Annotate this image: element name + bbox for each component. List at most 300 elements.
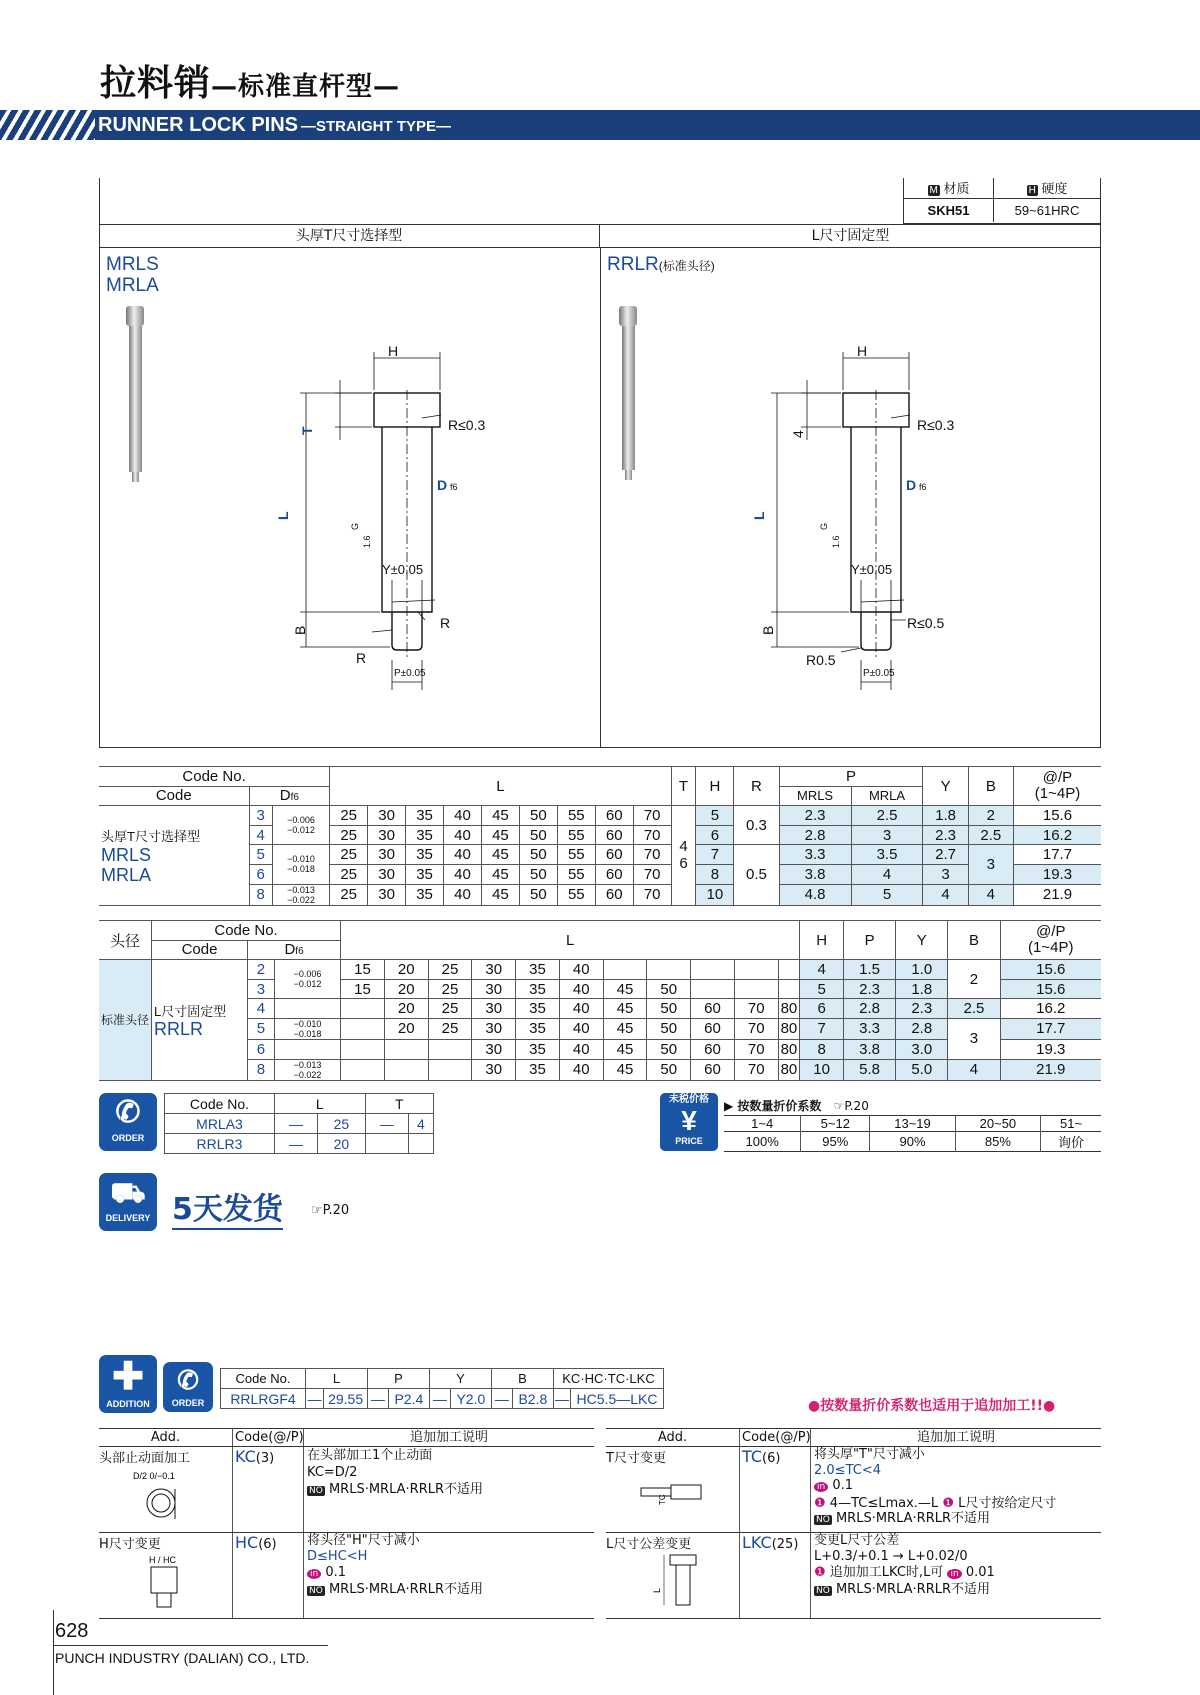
- material-box: [903, 178, 1101, 224]
- add-desc-line: KC=D/2: [307, 1465, 358, 1480]
- t1-y: 3: [923, 864, 968, 884]
- dim-y-right: Y±0.05: [851, 562, 893, 577]
- t2-price: 19.3: [1000, 1039, 1101, 1059]
- t1-l: 60: [595, 825, 633, 845]
- t1-type-mrls: MRLS: [101, 844, 152, 865]
- add-row-hc: [99, 1533, 594, 1619]
- price-title-text: ▶ 按数量折价系数: [724, 1099, 822, 1113]
- hc-figure: [129, 1553, 209, 1615]
- title-en: RUNNER LOCK PINS: [98, 114, 299, 136]
- t1-l: 55: [557, 825, 595, 845]
- t2-h: 10: [800, 1059, 844, 1080]
- t2-l: 40: [559, 979, 603, 999]
- add-col-code: Code No.: [221, 1369, 306, 1389]
- t1-l: 30: [368, 825, 406, 845]
- t1-l: 35: [406, 806, 444, 826]
- t2-price-label: @/P: [1036, 923, 1066, 941]
- add-warning: [814, 1565, 1101, 1582]
- t1-h: 6: [696, 825, 734, 845]
- t1-b: 2: [968, 806, 1013, 826]
- t2-b: 2: [948, 960, 1000, 999]
- add-name: H尺寸变更: [99, 1537, 161, 1552]
- add-inc-text: 0.1: [325, 1565, 347, 1580]
- t2-l: [384, 1039, 428, 1059]
- t1-l: 50: [519, 806, 557, 826]
- t2-y: 2.3: [896, 999, 948, 1019]
- t1-tol: −0.006 −0.012: [272, 806, 329, 845]
- warning-icon: ❶: [942, 1495, 954, 1511]
- order-icon-label: ORDER: [111, 1133, 145, 1143]
- t2-l: 50: [647, 979, 691, 999]
- t1-pa: 4: [851, 864, 923, 884]
- dim-h-left: H: [388, 343, 399, 359]
- t2-l: 25: [428, 960, 472, 980]
- t2-y: 1.0: [896, 960, 948, 980]
- table-row: [99, 825, 1101, 845]
- add-no-text: MRLS·MRLA·RRLR不适用: [835, 1511, 991, 1526]
- t2-l: [734, 960, 778, 980]
- add-row-tc: [606, 1447, 1101, 1533]
- pin-photo-right: [619, 306, 637, 480]
- t1-l: 55: [557, 884, 595, 905]
- t2-p-head: P: [844, 921, 896, 960]
- add-name: T尺寸变更: [606, 1451, 666, 1466]
- t2-d: 2: [248, 960, 275, 980]
- add-val-code: RRLRGF4: [221, 1389, 306, 1409]
- add-price: (6): [762, 1451, 781, 1466]
- t2-std-head: 标准头径: [99, 960, 152, 1080]
- no-icon: NO: [816, 1586, 830, 1596]
- t2-l: 50: [647, 1039, 691, 1059]
- yen-icon: ¥: [681, 1105, 697, 1136]
- t2-l: 80: [778, 1018, 800, 1039]
- t2-y: 2.8: [896, 1018, 948, 1039]
- t1-l: 70: [633, 825, 671, 845]
- t1-t-head: T: [671, 767, 696, 806]
- t2-h: 8: [800, 1039, 844, 1059]
- add-price: (3): [255, 1451, 275, 1466]
- t1-t-val2: 6: [679, 855, 688, 873]
- t1-df6-label: f6: [290, 792, 299, 804]
- t1-l: 50: [519, 845, 557, 865]
- t2-l: 35: [516, 1059, 560, 1080]
- no-icon: NO: [816, 1515, 830, 1525]
- no-icon: NO: [309, 1486, 323, 1496]
- add-inc-text: 0.1: [832, 1478, 854, 1493]
- table-row: [99, 845, 1101, 865]
- t2-l: 45: [603, 1018, 647, 1039]
- delivery-icon-label: DELIVERY: [105, 1213, 151, 1223]
- t1-price: 16.2: [1013, 825, 1101, 845]
- table-row: [99, 1018, 1101, 1039]
- t1-price-label: @/P: [1042, 769, 1073, 787]
- t1-l: 25: [330, 884, 368, 905]
- tc-figure: [631, 1467, 721, 1529]
- add-col-p: P: [368, 1369, 430, 1389]
- add-val-options: HC5.5—LKC: [571, 1389, 664, 1409]
- t1-d: 6: [249, 864, 272, 884]
- dim-d-right: D: [906, 477, 917, 493]
- add-sep: —: [430, 1389, 451, 1409]
- t1-pa: 3: [851, 825, 923, 845]
- order-col-t: T: [365, 1094, 433, 1114]
- table-row: [99, 806, 1101, 826]
- material-value: SKH51: [904, 199, 994, 222]
- add-head-desc: 追加加工说明: [916, 1430, 995, 1445]
- rate-cell: 询价: [1041, 1132, 1101, 1152]
- addition-table-right: [606, 1428, 1101, 1619]
- t2-p: 2.8: [844, 999, 896, 1019]
- t2-l: 80: [778, 1039, 800, 1059]
- t1-l: 45: [481, 884, 519, 905]
- delivery-icon: [99, 1173, 157, 1231]
- add-increment: [814, 1478, 1101, 1496]
- t1-price: 21.9: [1013, 884, 1101, 905]
- t2-l: 60: [691, 1059, 735, 1080]
- t2-l: 45: [603, 999, 647, 1019]
- hardness-icon: H: [1028, 185, 1036, 196]
- t2-l: 25: [428, 999, 472, 1019]
- phone-icon: ✆: [115, 1096, 141, 1129]
- t2-p: 5.8: [844, 1059, 896, 1080]
- t1-type-cell: [99, 806, 249, 905]
- t1-b-head: B: [968, 767, 1013, 806]
- qty-cell: 13~19: [870, 1116, 955, 1132]
- t2-price: 16.2: [1000, 999, 1101, 1019]
- t2-p: 3.3: [844, 1018, 896, 1039]
- t1-y: 4: [923, 884, 968, 905]
- table-row: [99, 1059, 1101, 1080]
- t2-l: [778, 960, 800, 980]
- right-panel-head: L尺寸固定型: [811, 228, 890, 244]
- t2-l: 40: [559, 1018, 603, 1039]
- t2-l: 40: [559, 1039, 603, 1059]
- footer-vline: [53, 1610, 54, 1695]
- t2-l: 20: [384, 960, 428, 980]
- order-t-1: 4: [408, 1114, 433, 1134]
- t2-b: 3: [948, 1018, 1000, 1059]
- t2-y: 5.0: [896, 1059, 948, 1080]
- price-title: [724, 1097, 869, 1114]
- table-row: [99, 960, 1101, 980]
- t1-l: 60: [595, 806, 633, 826]
- t2-p: 3.8: [844, 1039, 896, 1059]
- t1-l: 55: [557, 845, 595, 865]
- qty-cell: 1~4: [751, 1116, 774, 1131]
- dim-r3-right: R0.5: [806, 652, 836, 668]
- add-range: 2.0≤TC<4: [814, 1462, 881, 1478]
- hardness-label: [994, 178, 1100, 198]
- t1-pa: 2.5: [851, 806, 923, 826]
- table-row: [99, 884, 1101, 905]
- t1-type-mrla: MRLA: [101, 864, 152, 885]
- t2-l: 30: [472, 1059, 516, 1080]
- t1-ps: 2.3: [779, 806, 851, 826]
- t1-b: 4: [968, 884, 1013, 905]
- t2-price-head: [1000, 921, 1101, 960]
- add-code: TC: [742, 1447, 763, 1466]
- t2-p: 1.5: [844, 960, 896, 980]
- price-icon-top: 未税价格: [669, 1094, 709, 1105]
- t2-l: 30: [472, 1018, 516, 1039]
- t2-l: 60: [691, 1018, 735, 1039]
- add-code: LKC: [742, 1533, 772, 1552]
- order-code-2: RRLR3: [165, 1134, 275, 1154]
- t2-price: 15.6: [1000, 960, 1101, 980]
- delivery-ref: [311, 1203, 349, 1218]
- add-range: D≤HC<H: [307, 1549, 368, 1564]
- t2-codeno-head: Code No.: [152, 921, 341, 941]
- t2-price: 15.6: [1000, 979, 1101, 999]
- rate-cell: 100%: [745, 1134, 779, 1149]
- increment-icon: in: [947, 1569, 961, 1579]
- t1-l: 45: [481, 825, 519, 845]
- order-col-code: Code No.: [165, 1094, 275, 1114]
- t1-price: 15.6: [1013, 806, 1101, 826]
- t1-l: 50: [519, 864, 557, 884]
- t2-l: 40: [559, 1059, 603, 1080]
- t2-d: 6: [248, 1039, 275, 1059]
- t2-l: [691, 960, 735, 980]
- add-col-b: B: [492, 1369, 554, 1389]
- right-pin-drawing: [601, 290, 1100, 710]
- t2-l: [428, 1039, 472, 1059]
- title-banner: [0, 110, 1200, 140]
- dim-r1-right: R≤0.3: [917, 417, 955, 433]
- rate-cell: 90%: [870, 1132, 955, 1152]
- t2-l-head: L: [341, 921, 800, 960]
- t1-codeno-head: Code No.: [99, 767, 330, 787]
- dim-d-left: D: [437, 477, 448, 493]
- t1-t-val1: 4: [679, 838, 688, 856]
- t2-l: [603, 960, 647, 980]
- t2-l: 50: [647, 1059, 691, 1080]
- add-no-text: MRLS·MRLA·RRLR不适用: [328, 1482, 484, 1497]
- order-code-1: MRLA3: [165, 1114, 275, 1134]
- pin-photo-left: [126, 306, 144, 482]
- add-warn1-text: 追加加工LKC时,L可: [829, 1565, 944, 1580]
- t2-d: 8: [248, 1059, 275, 1080]
- t2-l: [341, 1059, 385, 1080]
- t2-df6-label: f6: [295, 946, 304, 958]
- t1-l: 35: [406, 884, 444, 905]
- t1-p-head: P: [779, 767, 923, 787]
- t2-d-label: D: [284, 941, 296, 959]
- t2-p: 2.3: [844, 979, 896, 999]
- t2-l: 35: [516, 999, 560, 1019]
- add-code: HC: [235, 1533, 259, 1552]
- t1-l: 30: [368, 806, 406, 826]
- order-sep: —: [275, 1114, 318, 1134]
- left-pin-drawing: [100, 290, 600, 710]
- addition-icon: [99, 1355, 157, 1413]
- t2-l: 15: [341, 960, 385, 980]
- t2-b: 2.5: [948, 999, 1000, 1019]
- t1-b: 2.5: [968, 825, 1013, 845]
- t1-h: 5: [696, 806, 734, 826]
- title-cn: 拉料销: [100, 63, 212, 104]
- t1-y-head: Y: [923, 767, 968, 806]
- t1-p-mrla: MRLA: [851, 786, 923, 806]
- dim-y-left: Y±0.05: [382, 562, 424, 577]
- title-cn-sub: —标准直杆型—: [211, 72, 401, 102]
- t1-h: 7: [696, 845, 734, 865]
- qty-cell: 51~: [1041, 1116, 1101, 1132]
- t1-r: 0.5: [734, 845, 779, 905]
- t1-l: 40: [444, 864, 482, 884]
- add-not-applicable: [814, 1511, 1101, 1529]
- code-rrlr: RRLR: [607, 254, 659, 275]
- t1-d: 8: [249, 884, 272, 905]
- add-sep: —: [492, 1389, 513, 1409]
- order-icon: [99, 1093, 157, 1151]
- add-price: (25): [771, 1537, 799, 1552]
- add-name: 头部止动面加工: [99, 1451, 191, 1466]
- add-head-code: Code(@/P): [235, 1430, 304, 1445]
- t2-code-head: Code: [152, 940, 248, 960]
- t1-ps: 2.8: [779, 825, 851, 845]
- dim-h-right: H: [857, 343, 868, 359]
- t1-l: 35: [406, 845, 444, 865]
- t2-l: 50: [647, 1018, 691, 1039]
- t1-r: 0.3: [734, 806, 779, 845]
- add-name: L尺寸公差变更: [606, 1537, 692, 1552]
- dim-g-right: G: [819, 522, 829, 530]
- t1-r-head: R: [734, 767, 779, 806]
- add-head-desc: 追加加工说明: [409, 1430, 488, 1445]
- tc-fig-label: TC: [658, 1494, 667, 1505]
- delivery-ref-text: P.20: [322, 1203, 350, 1218]
- t2-l: [778, 979, 800, 999]
- t1-ps: 4.8: [779, 884, 851, 905]
- dim-t-left: T: [299, 426, 315, 435]
- order-sep: —: [275, 1134, 318, 1154]
- t2-l: 35: [516, 1039, 560, 1059]
- t2-y: 3.0: [896, 1039, 948, 1059]
- add-val-b: B2.8: [512, 1389, 553, 1409]
- t1-l: 30: [368, 884, 406, 905]
- t2-h: 7: [800, 1018, 844, 1039]
- code-mrla: MRLA: [106, 275, 159, 296]
- lkc-figure: [636, 1553, 716, 1615]
- t1-code-head: Code: [99, 786, 249, 806]
- left-panel-head: 头厚T尺寸选择型: [99, 225, 600, 247]
- t2-l: 20: [384, 979, 428, 999]
- add-row-lkc: [606, 1533, 1101, 1619]
- delivery-text: 5天发货: [172, 1192, 283, 1230]
- dim-p-left: P±0.05: [394, 668, 426, 679]
- warning-icon: ❶: [814, 1565, 826, 1580]
- t2-l: 25: [428, 1018, 472, 1039]
- plus-icon: ✚: [112, 1356, 144, 1398]
- t2-tol: −0.013 −0.022: [274, 1059, 340, 1080]
- qty-cell: 5~12: [801, 1116, 870, 1132]
- t1-pa: 3.5: [851, 845, 923, 865]
- t1-t-cell: [671, 806, 696, 905]
- t2-l: [691, 979, 735, 999]
- banner-stripes: [0, 110, 100, 140]
- t2-l: 80: [778, 999, 800, 1019]
- rate-cell: 85%: [955, 1132, 1040, 1152]
- t2-l: [341, 1018, 385, 1039]
- order-icon-small-label: ORDER: [171, 1398, 205, 1408]
- rough-left: 1.6: [362, 535, 372, 548]
- t1-pa: 5: [851, 884, 923, 905]
- t1-l: 70: [633, 806, 671, 826]
- t2-l: 70: [734, 999, 778, 1019]
- order-empty: [365, 1134, 408, 1154]
- t1-l: 35: [406, 864, 444, 884]
- phone-icon: ✆: [177, 1365, 199, 1395]
- dim-g-left: G: [350, 522, 360, 530]
- hardness-value: 59~61HRC: [1014, 203, 1080, 218]
- t2-type-cn: L尺寸固定型: [154, 1004, 227, 1020]
- t2-price: 21.9: [1000, 1059, 1101, 1080]
- t1-l: 40: [444, 845, 482, 865]
- add-increment: [307, 1565, 594, 1582]
- add-code: KC: [235, 1447, 256, 1466]
- add-head-add: Add.: [99, 1429, 233, 1446]
- t1-l: 55: [557, 864, 595, 884]
- t1-tol: −0.010 −0.018: [272, 845, 329, 884]
- t1-l: 50: [519, 884, 557, 905]
- t1-l: 50: [519, 825, 557, 845]
- t1-b: 3: [968, 845, 1013, 884]
- addition-table-left: [99, 1428, 594, 1619]
- price-icon: [660, 1093, 718, 1151]
- kc-figure: [129, 1467, 209, 1529]
- add-col-options: KC·HC·TC·LKC: [554, 1369, 664, 1389]
- ref-hand-icon: ☞: [833, 1099, 845, 1113]
- t1-l: 30: [368, 864, 406, 884]
- t1-l: 25: [330, 825, 368, 845]
- t1-price-head: [1013, 767, 1101, 806]
- t2-l: [647, 960, 691, 980]
- add-sep: —: [306, 1389, 324, 1409]
- t2-l: 25: [428, 979, 472, 999]
- t2-l: 70: [734, 1018, 778, 1039]
- t2-d: 5: [248, 1018, 275, 1039]
- order-icon-small: [163, 1362, 213, 1412]
- price-ref: P.20: [844, 1099, 869, 1113]
- t2-l: 30: [472, 960, 516, 980]
- t2-l: 30: [472, 1039, 516, 1059]
- t1-h-head: H: [696, 767, 734, 806]
- t1-l: 70: [633, 884, 671, 905]
- material-label-text: 材质: [943, 181, 970, 196]
- t2-b-head: B: [948, 921, 1000, 960]
- add-warn1-text: 4—TC≤Lmax.—L: [829, 1495, 939, 1511]
- truck-icon: ⛟: [110, 1177, 146, 1208]
- add-desc-line: L+0.3/+0.1 → L+0.02/0: [814, 1549, 968, 1564]
- add-desc-line: 在头部加工1个止动面: [307, 1448, 433, 1463]
- price-discount-table: [724, 1115, 1101, 1152]
- t1-l: 25: [330, 845, 368, 865]
- t2-d: 4: [248, 999, 275, 1019]
- add-desc-line: 将头径"H"尺寸减小: [307, 1533, 420, 1548]
- add-head-add: Add.: [606, 1429, 740, 1446]
- t1-l: 70: [633, 864, 671, 884]
- t2-l: 20: [384, 1018, 428, 1039]
- t1-y: 1.8: [923, 806, 968, 826]
- hc-fig-label: H / HC: [149, 1555, 176, 1565]
- spec-table-1: [99, 766, 1101, 906]
- t2-tol: −0.006 −0.012: [274, 960, 340, 999]
- t1-l: 40: [444, 806, 482, 826]
- t2-l: 60: [691, 1039, 735, 1059]
- no-icon: NO: [309, 1586, 323, 1596]
- dim-r1-left: R≤0.3: [448, 417, 486, 433]
